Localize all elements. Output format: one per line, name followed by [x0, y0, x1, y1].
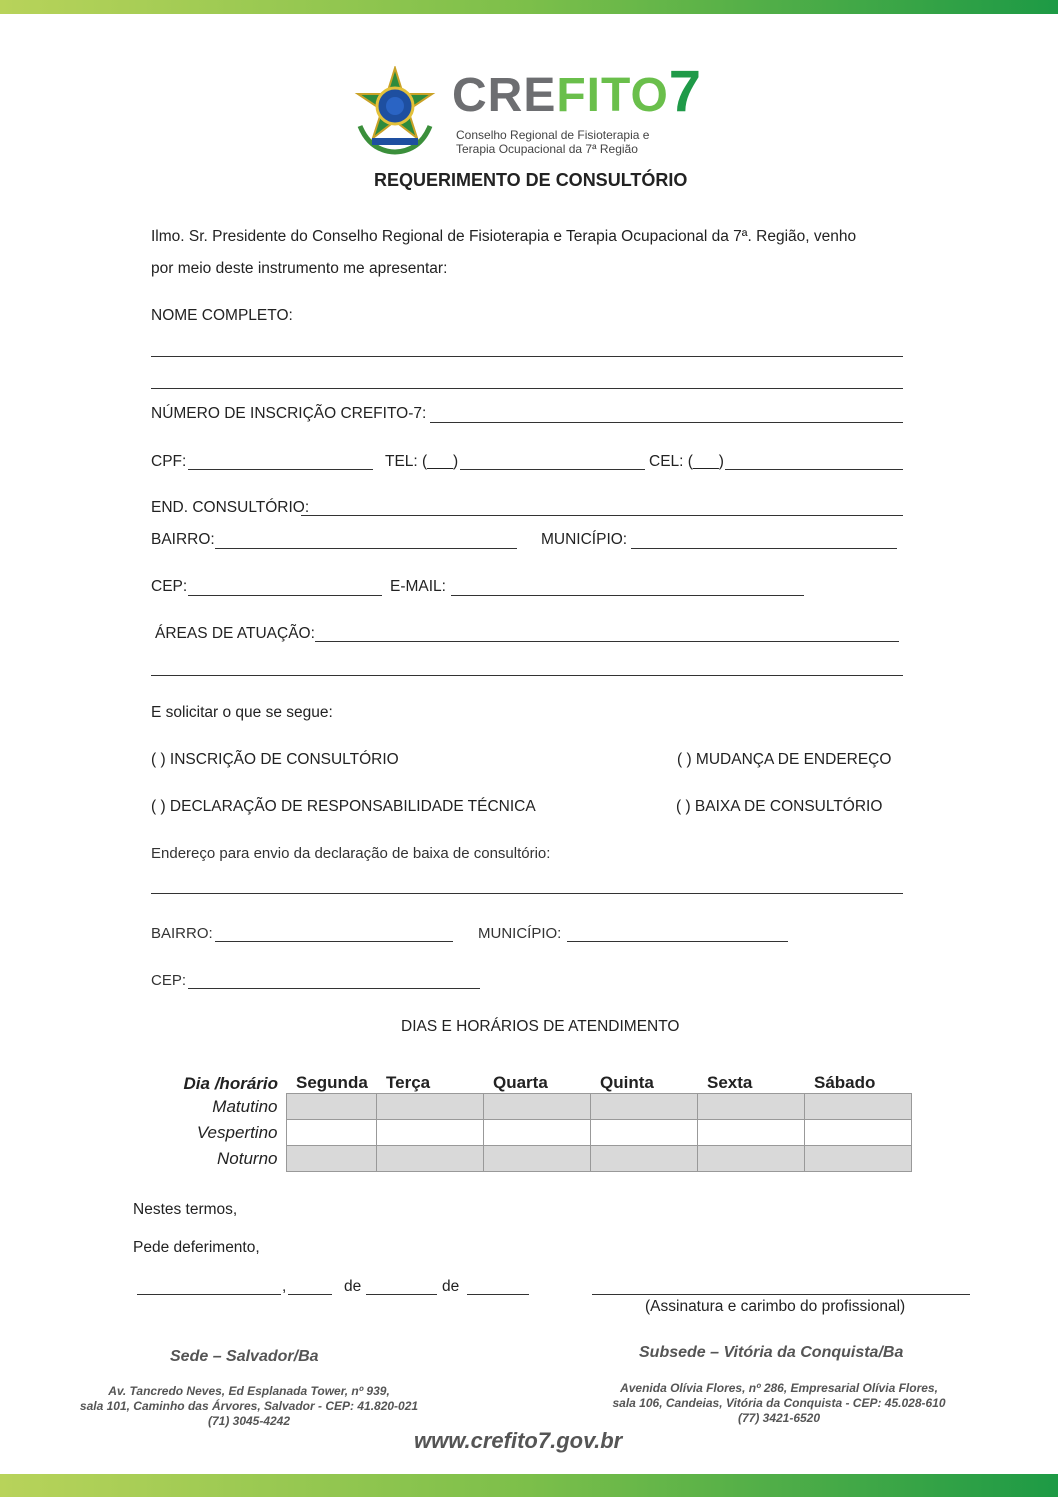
- schedule-cell[interactable]: [376, 1146, 483, 1172]
- schedule-row-matutino: [151, 1094, 911, 1120]
- cep-line[interactable]: [188, 595, 382, 596]
- baixa-municipio-line[interactable]: [567, 941, 788, 942]
- areas-line-2[interactable]: [151, 675, 903, 676]
- day-header: Terça: [386, 1073, 431, 1092]
- schedule-cell[interactable]: [590, 1146, 697, 1172]
- schedule-cell[interactable]: [590, 1120, 697, 1146]
- schedule-cell[interactable]: [804, 1146, 911, 1172]
- signature-line[interactable]: [592, 1294, 970, 1295]
- cpf-label: CPF:: [151, 453, 187, 470]
- email-line[interactable]: [451, 595, 804, 596]
- schedule-header-row: [151, 1068, 911, 1094]
- schedule-title: DIAS E HORÁRIOS DE ATENDIMENTO: [401, 1018, 680, 1035]
- signature-caption: (Assinatura e carimbo do profissional): [645, 1298, 906, 1315]
- date-year-line[interactable]: [467, 1294, 529, 1295]
- inscricao-label: NÚMERO DE INSCRIÇÃO CREFITO-7:: [151, 405, 427, 422]
- date-de-1: de: [344, 1278, 362, 1295]
- option-mudanca-endereco[interactable]: ( ) MUDANÇA DE ENDEREÇO: [677, 751, 892, 768]
- email-label: E-MAIL:: [390, 578, 446, 595]
- areas-label: ÁREAS DE ATUAÇÃO:: [155, 625, 315, 642]
- areas-line-1[interactable]: [315, 641, 899, 642]
- schedule-cell[interactable]: [697, 1094, 804, 1120]
- day-header: Quarta: [493, 1073, 548, 1092]
- option-inscricao-consultorio[interactable]: ( ) INSCRIÇÃO DE CONSULTÓRIO: [151, 751, 399, 768]
- cel-label: CEL: (___): [649, 453, 724, 470]
- endereco-label: END. CONSULTÓRIO:: [151, 499, 310, 516]
- municipio-line[interactable]: [631, 548, 897, 549]
- date-de-2: de: [442, 1278, 460, 1295]
- municipio-label: MUNICÍPIO:: [541, 531, 628, 548]
- schedule-cell[interactable]: [376, 1094, 483, 1120]
- schedule-cell[interactable]: [590, 1094, 697, 1120]
- cep-label: CEP:: [151, 578, 188, 595]
- endereco-line[interactable]: [301, 515, 903, 516]
- intro-line-1: Ilmo. Sr. Presidente do Conselho Regional de Fisioterapia e Terapia Ocupacional da 7ª. Região, venho: [151, 228, 857, 245]
- schedule-cell[interactable]: [286, 1146, 376, 1172]
- nome-line-1[interactable]: [151, 356, 903, 357]
- baixa-address-line[interactable]: [151, 893, 903, 894]
- baixa-address-label: Endereço para envio da declaração de baixa de consultório:: [151, 845, 551, 862]
- inscricao-line[interactable]: [430, 422, 903, 423]
- crefito-logo: CREFITO7: [452, 59, 703, 124]
- day-header: Sábado: [814, 1073, 876, 1092]
- schedule-row-vespertino: [151, 1120, 911, 1146]
- intro-line-2: por meio deste instrumento me apresentar:: [151, 260, 448, 277]
- bairro-label: BAIRRO:: [151, 531, 215, 548]
- footer-subsede-title: Subsede – Vitória da Conquista/Ba: [639, 1344, 904, 1361]
- baixa-bairro-label: BAIRRO:: [151, 925, 213, 942]
- cel-line[interactable]: [725, 469, 903, 470]
- bottom-color-bar: [0, 1474, 1058, 1497]
- period-label: Vespertino: [196, 1122, 278, 1142]
- schedule-corner-label: Dia /horário: [183, 1073, 278, 1093]
- period-label: Matutino: [212, 1096, 278, 1116]
- baixa-bairro-line[interactable]: [215, 941, 453, 942]
- top-color-bar: [0, 0, 1058, 14]
- schedule-row-noturno: [151, 1146, 911, 1172]
- schedule-cell[interactable]: [286, 1120, 376, 1146]
- day-header: Sexta: [707, 1073, 753, 1092]
- footer-subsede-address: Avenida Olívia Flores, nº 286, Empresarial Olívia Flores, sala 106, Candeias, Vitória da Conquista - CEP: 45.028-610 (77) 3421-6520: [612, 1381, 946, 1425]
- footer-sede-title: Sede – Salvador/Ba: [170, 1348, 319, 1365]
- page-title: REQUERIMENTO DE CONSULTÓRIO: [374, 170, 688, 190]
- date-comma: ,: [282, 1278, 287, 1295]
- day-header: Segunda: [296, 1073, 368, 1092]
- schedule-cell[interactable]: [376, 1120, 483, 1146]
- tel-line[interactable]: [460, 469, 645, 470]
- footer-sede-address: Av. Tancredo Neves, Ed Esplanada Tower, nº 939, sala 101, Caminho das Árvores, Salvador - CEP: 41.820-021 (71) 3045-4242: [79, 1384, 419, 1428]
- schedule-cell[interactable]: [483, 1094, 590, 1120]
- schedule-cell[interactable]: [804, 1094, 911, 1120]
- day-header: Quinta: [600, 1073, 654, 1092]
- schedule-cell[interactable]: [483, 1120, 590, 1146]
- bairro-line[interactable]: [215, 548, 517, 549]
- brazil-coat-of-arms-icon: [350, 66, 440, 156]
- schedule-cell[interactable]: [804, 1120, 911, 1146]
- tel-label: TEL: (___): [385, 453, 459, 470]
- date-day-line[interactable]: [288, 1294, 332, 1295]
- closing-termos: Nestes termos,: [133, 1201, 238, 1218]
- request-intro: E solicitar o que se segue:: [151, 704, 333, 721]
- baixa-cep-line[interactable]: [188, 988, 480, 989]
- nome-label: NOME COMPLETO:: [151, 307, 293, 324]
- footer-website[interactable]: www.crefito7.gov.br: [414, 1428, 623, 1453]
- baixa-cep-label: CEP:: [151, 972, 187, 989]
- schedule-cell[interactable]: [483, 1146, 590, 1172]
- option-baixa-consultorio[interactable]: ( ) BAIXA DE CONSULTÓRIO: [676, 798, 883, 815]
- schedule-table: [151, 1068, 912, 1172]
- nome-line-2[interactable]: [151, 388, 903, 389]
- option-declaracao-responsabilidade[interactable]: ( ) DECLARAÇÃO DE RESPONSABILIDADE TÉCNICA: [151, 798, 536, 815]
- logo-subtitle: Conselho Regional de Fisioterapia e Terapia Ocupacional da 7ª Região: [456, 128, 650, 156]
- cpf-line[interactable]: [188, 469, 373, 470]
- schedule-cell[interactable]: [697, 1120, 804, 1146]
- baixa-municipio-label: MUNICÍPIO:: [478, 925, 562, 942]
- period-label: Noturno: [217, 1148, 278, 1168]
- schedule-cell[interactable]: [697, 1146, 804, 1172]
- date-city-line[interactable]: [137, 1294, 281, 1295]
- schedule-cell[interactable]: [286, 1094, 376, 1120]
- closing-deferimento: Pede deferimento,: [133, 1239, 260, 1256]
- date-month-line[interactable]: [366, 1294, 437, 1295]
